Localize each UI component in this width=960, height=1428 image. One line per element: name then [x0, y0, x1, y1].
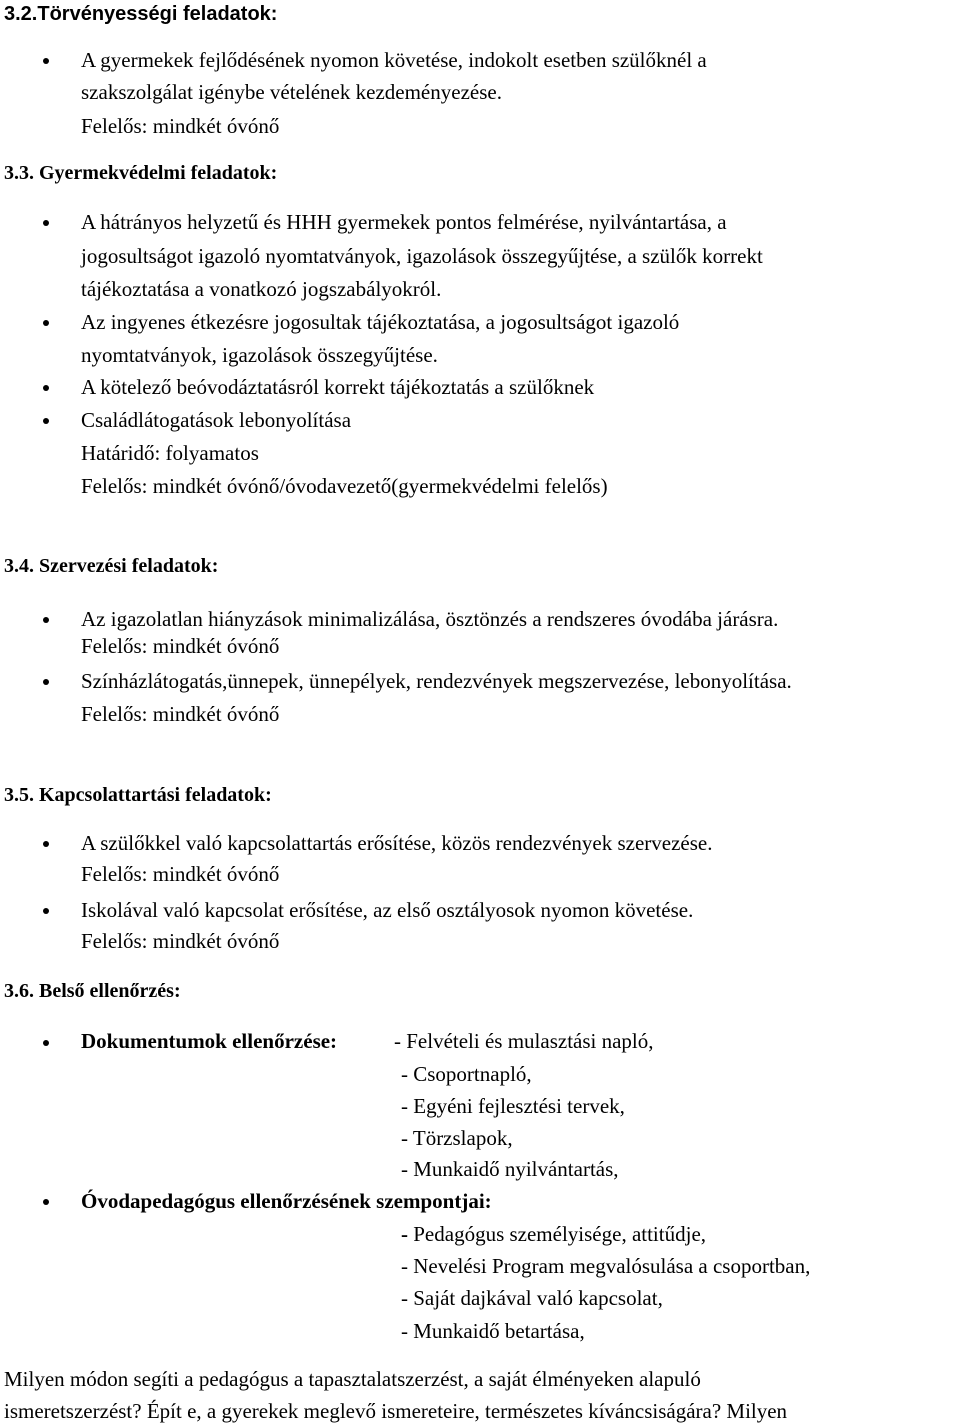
doc-item: - Egyéni fejlesztési tervek,: [401, 1094, 625, 1118]
bullet-icon: [43, 679, 49, 685]
s33-item1-line3: tájékoztatása a vonatkozó jogszabályokról.: [81, 277, 442, 301]
section-3-5-heading: 3.5. Kapcsolattartási feladatok:: [4, 784, 272, 806]
bullet-icon: [43, 908, 49, 914]
bullet-icon: [43, 385, 49, 391]
bullet-icon: [43, 617, 49, 623]
s35-item2-responsible: Felelős: mindkét óvónő: [81, 929, 280, 953]
closing-line-2: ismeretszerzést? Épít e, a gyerekek meglevő ismereteire, természetes kíváncsiságára? Milyen: [4, 1399, 788, 1423]
doc-item: - Felvételi és mulasztási napló,: [394, 1029, 654, 1053]
bullet-icon: [43, 220, 49, 226]
ped-item: [401, 1224, 706, 1245]
s33-item2-line1: Az ingyenes étkezésre jogosultak tájékoztatása, a jogosultságot igazoló: [81, 310, 680, 334]
s34-item1-responsible: Felelős: mindkét óvónő: [81, 634, 280, 658]
s35-item2-line1: Iskolával való kapcsolat erősítése, az első osztályosok nyomon követése.: [81, 898, 694, 922]
bullet-icon: [43, 841, 49, 847]
ped-item: - Munkaidő betartása,: [401, 1319, 585, 1343]
bullet-icon: [43, 1040, 49, 1046]
s33-responsible: Felelős: mindkét óvónő/óvodavezető(gyermekvédelmi felelős): [81, 474, 608, 498]
s35-item1-responsible: Felelős: mindkét óvónő: [81, 862, 280, 886]
doc-item: - Munkaidő nyilvántartás,: [401, 1157, 619, 1181]
s34-item2-responsible: Felelős: mindkét óvónő: [81, 702, 280, 726]
ped-item-dash: -: [401, 1222, 408, 1246]
teacher-check-label: Óvodapedagógus ellenőrzésének szempontjai:: [81, 1189, 492, 1213]
ped-item: - Nevelési Program megvalósulása a csoportban,: [401, 1254, 811, 1278]
section-3-6-heading: 3.6. Belső ellenőrzés:: [4, 980, 181, 1002]
doc-item: - Törzslapok,: [401, 1126, 513, 1150]
doc-item: - Csoportnapló,: [401, 1062, 532, 1086]
s33-item2-line2: nyomtatványok, igazolások összegyűjtése.: [81, 343, 438, 367]
s35-item1-line1: A szülőkkel való kapcsolattartás erősítése, közös rendezvények szervezése.: [81, 831, 713, 855]
ped-item-text: Pedagógus személyisége, attitűdje,: [408, 1222, 707, 1246]
bullet-icon: [43, 58, 49, 64]
bullet-icon: [43, 1199, 49, 1205]
s32-responsible: Felelős: mindkét óvónő: [81, 114, 280, 138]
s34-item1-line1: Az igazolatlan hiányzások minimalizálása, ösztönzés a rendszeres óvodába járásra.: [81, 607, 779, 631]
closing-line-1: Milyen módon segíti a pedagógus a tapasztalatszerzést, a saját élményeken alapuló: [4, 1367, 701, 1391]
s33-item4-line1: Családlátogatások lebonyolítása: [81, 408, 352, 432]
s32-item1-line1: A gyermekek fejlődésének nyomon követése, indokolt esetben szülőknél a: [81, 48, 707, 72]
s33-deadline: Határidő: folyamatos: [81, 441, 259, 465]
section-3-3-heading: 3.3. Gyermekvédelmi feladatok:: [4, 162, 278, 184]
documents-check-label: Dokumentumok ellenőrzése:: [81, 1029, 338, 1053]
s34-item2-line1: Színházlátogatás,ünnepek, ünnepélyek, rendezvények megszervezése, lebonyolítása.: [81, 669, 792, 693]
s33-item1-line2: jogosultságot igazoló nyomtatványok, igazolások összegyűjtése, a szülők korrekt: [81, 244, 763, 268]
section-3-4-heading: 3.4. Szervezési feladatok:: [4, 555, 219, 577]
bullet-icon: [43, 320, 49, 326]
s33-item3: A kötelező beóvodáztatásról korrekt tájékoztatás a szülőknek: [81, 375, 595, 399]
section-3-2-heading: 3.2.Törvényességi feladatok:: [4, 3, 278, 25]
s33-item1-line1: A hátrányos helyzetű és HHH gyermekek pontos felmérése, nyilvántartása, a: [81, 210, 727, 234]
bullet-icon: [43, 418, 49, 424]
s32-item1-line2: szakszolgálat igénybe vételének kezdeményezése.: [81, 80, 502, 104]
ped-item: - Saját dajkával való kapcsolat,: [401, 1286, 663, 1310]
